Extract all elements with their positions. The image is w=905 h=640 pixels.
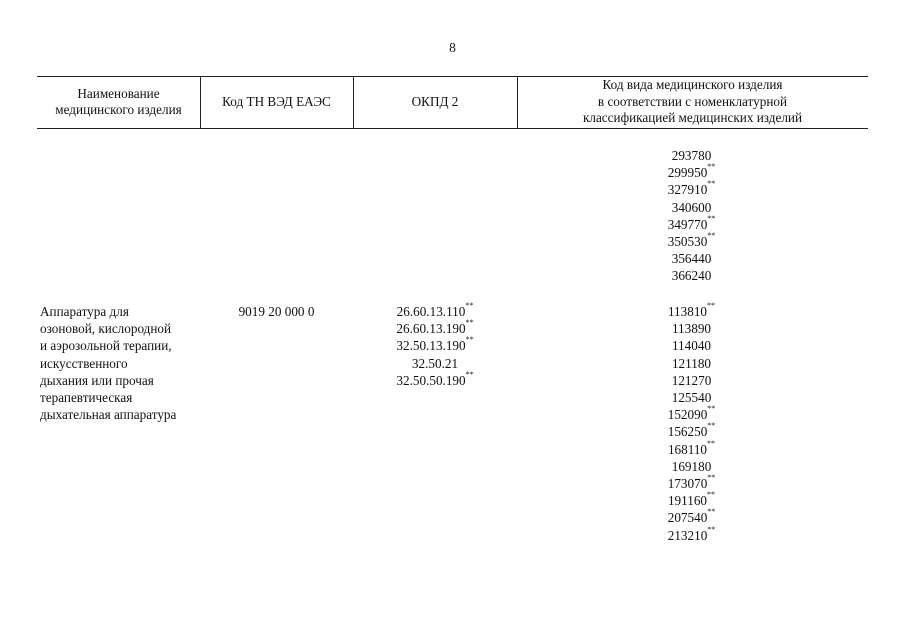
kind-code-value: 113810 <box>667 304 708 319</box>
kind-code-value: 299950 <box>667 165 708 181</box>
kind-code-value: 169180 <box>671 458 712 474</box>
kind-codes <box>619 303 764 544</box>
kind-code-value: 121180 <box>671 355 712 371</box>
kind-code <box>619 406 764 423</box>
okpd-code-value: 32.50.21 <box>411 355 459 371</box>
header-tnved-text: Код ТН ВЭД ЕАЭС <box>222 93 331 109</box>
okpd-codes <box>353 303 517 389</box>
kind-code <box>619 524 764 544</box>
okpd-code-value: 32.50.13.190 <box>396 338 466 354</box>
kind-code <box>619 458 764 475</box>
footnote-mark: ** <box>707 438 716 448</box>
footnote-mark: ** <box>707 213 716 223</box>
kind-code <box>619 475 764 492</box>
kind-code <box>619 267 764 284</box>
kind-code-value: 213210 <box>667 527 708 543</box>
footnote-mark: ** <box>707 404 716 414</box>
okpd-code <box>353 303 517 320</box>
kind-code-value: 152090 <box>667 407 708 423</box>
kind-code <box>619 181 764 198</box>
okpd-code-value: 26.60.13.110 <box>396 304 466 319</box>
header-kind-line: Код вида медицинского изделия <box>602 77 783 93</box>
kind-code <box>619 164 764 181</box>
page-number: 8 <box>449 40 456 55</box>
kind-code <box>619 320 764 337</box>
header-kind <box>517 76 868 128</box>
kind-code <box>619 233 764 250</box>
kind-code-value: 207540 <box>667 510 708 526</box>
okpd-code-value: 32.50.50.190 <box>396 372 466 388</box>
header-bottom-rule <box>37 128 868 129</box>
footnote-mark: ** <box>707 162 716 172</box>
tnved-code <box>200 303 353 320</box>
okpd-code <box>353 369 517 389</box>
kind-code-value: 349770 <box>667 216 708 232</box>
okpd-code <box>353 337 517 354</box>
okpd-code <box>353 320 517 337</box>
kind-code-value: 366240 <box>671 268 712 284</box>
footnote-mark: ** <box>707 524 716 534</box>
footnote-mark: ** <box>707 490 716 500</box>
tnved-code-value: 9019 20 000 0 <box>238 304 315 319</box>
footnote-mark: ** <box>707 179 716 189</box>
kind-code-value: 191160 <box>667 493 708 509</box>
okpd-code-value: 26.60.13.190 <box>396 321 466 337</box>
footnote-mark: ** <box>707 507 716 517</box>
header-kind-line: в соответствии с номенклатурной <box>597 93 788 109</box>
kind-code <box>619 199 764 216</box>
kind-code-value: 173070 <box>667 476 708 492</box>
kind-code-value: 156250 <box>667 424 708 440</box>
kind-code <box>619 337 764 354</box>
kind-code <box>619 250 764 267</box>
kind-code <box>619 492 764 509</box>
device-name-line: искусственного <box>40 355 128 371</box>
kind-code <box>619 509 764 526</box>
kind-code <box>619 423 764 440</box>
kind-code <box>619 372 764 389</box>
kind-code-value: 113890 <box>671 321 712 337</box>
footnote-mark: ** <box>707 301 716 310</box>
kind-code <box>619 355 764 372</box>
kind-code-value: 350530 <box>667 234 708 250</box>
continued-kind-codes <box>619 147 764 285</box>
device-name-line: дыхательная аппаратура <box>40 407 177 423</box>
kind-code-value: 340600 <box>671 199 712 215</box>
device-name-line: Аппаратура для <box>40 304 129 319</box>
device-name <box>40 303 202 423</box>
kind-code <box>619 389 764 406</box>
device-name-line: терапевтическая <box>40 390 133 406</box>
kind-code-value: 327910 <box>667 182 708 198</box>
kind-code-value: 114040 <box>671 338 712 354</box>
kind-code <box>619 438 764 458</box>
kind-code-value: 293780 <box>671 148 712 163</box>
kind-code-value: 168110 <box>667 441 708 457</box>
device-name-line: и аэрозольной терапии, <box>40 338 172 354</box>
footnote-mark: ** <box>707 473 716 483</box>
footnote-mark: ** <box>465 318 474 328</box>
header-name-line: Наименование <box>77 85 160 101</box>
header-okpd-text: ОКПД 2 <box>411 93 459 109</box>
kind-code-value: 356440 <box>671 251 712 267</box>
header-tnved <box>200 76 353 128</box>
footnote-mark: ** <box>465 335 474 345</box>
footnote-mark: ** <box>707 231 716 241</box>
okpd-code <box>353 355 517 372</box>
device-name-line: дыхания или прочая <box>40 372 154 388</box>
kind-code <box>619 303 764 320</box>
header-kind-line: классификацией медицинских изделий <box>582 110 803 126</box>
kind-code-value: 121270 <box>671 372 712 388</box>
kind-code <box>619 213 764 233</box>
footnote-mark: ** <box>707 421 716 431</box>
kind-code <box>619 147 764 164</box>
header-okpd <box>353 76 517 128</box>
header-name <box>37 76 200 128</box>
footnote-mark: ** <box>465 369 474 379</box>
device-name-line: озоновой, кислородной <box>40 321 172 337</box>
footnote-mark: ** <box>465 301 474 310</box>
kind-code-value: 125540 <box>671 390 712 406</box>
header-name-line: медицинского изделия <box>55 102 182 117</box>
